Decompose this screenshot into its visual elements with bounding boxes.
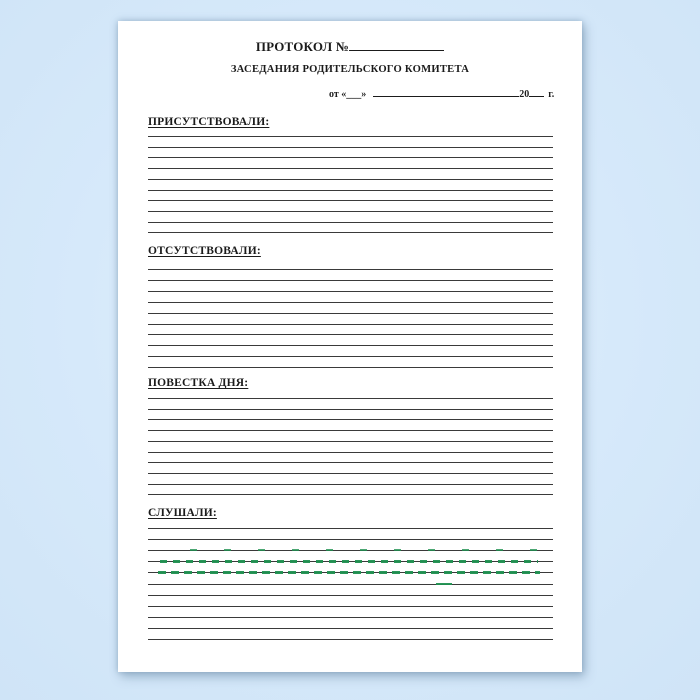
ruled-line (148, 528, 553, 529)
protocol-document-page (118, 21, 582, 672)
ruled-line (148, 628, 553, 629)
ruled-line (148, 302, 553, 303)
year-blank-line (529, 86, 544, 97)
ruled-line (148, 334, 553, 335)
ruled-line (148, 617, 553, 618)
ruled-line (148, 157, 553, 158)
ruled-line (148, 179, 553, 180)
ruled-line (148, 324, 553, 325)
ruled-line (148, 595, 553, 596)
ruled-line (148, 539, 553, 540)
ruled-line (148, 473, 553, 474)
ruled-line (148, 639, 553, 640)
ruled-line (148, 147, 553, 148)
watermark-green-dashes (158, 571, 540, 573)
ruled-line (148, 606, 553, 607)
section-header-4: СЛУШАЛИ: (148, 507, 217, 519)
protocol-date-row (329, 86, 554, 100)
ruled-line (148, 367, 553, 368)
ruled-line (148, 269, 553, 270)
ruled-line (148, 484, 553, 485)
date-year-label: 20 (519, 89, 530, 100)
ruled-line (148, 419, 553, 420)
ruled-line (148, 398, 553, 399)
section-header-3: ПОВЕСТКА ДНЯ: (148, 377, 249, 389)
section-header-1: ПРИСУТСТВОВАЛИ: (148, 116, 270, 128)
watermark-green-dashes (163, 549, 538, 551)
ruled-line (148, 584, 553, 585)
ruled-line (148, 356, 553, 357)
section-header-2: ОТСУТСТВОВАЛИ: (148, 245, 261, 257)
watermark-green-dashes (160, 560, 538, 562)
protocol-title-label: ПРОТОКОЛ № (255, 39, 350, 54)
protocol-number-blank-line (349, 39, 444, 51)
ruled-line (148, 441, 553, 442)
ruled-line (148, 409, 553, 410)
ruled-line (148, 211, 553, 212)
ruled-line (148, 280, 553, 281)
protocol-title-row (118, 39, 582, 55)
date-prefix-label: от «___» (329, 89, 367, 100)
watermark-green-dashes (436, 583, 452, 585)
ruled-line (148, 345, 553, 346)
ruled-line (148, 200, 553, 201)
ruled-line (148, 232, 553, 233)
ruled-line (148, 136, 553, 137)
ruled-line (148, 452, 553, 453)
ruled-line (148, 291, 553, 292)
ruled-line (148, 430, 553, 431)
protocol-subtitle: ЗАСЕДАНИЯ РОДИТЕЛЬСКОГО КОМИТЕТА (230, 64, 470, 75)
ruled-line (148, 313, 553, 314)
ruled-line (148, 462, 553, 463)
date-suffix-label: г. (548, 89, 555, 100)
ruled-line (148, 168, 553, 169)
date-blank-line (373, 86, 519, 97)
ruled-line (148, 190, 553, 191)
ruled-line (148, 222, 553, 223)
ruled-line (148, 494, 553, 495)
